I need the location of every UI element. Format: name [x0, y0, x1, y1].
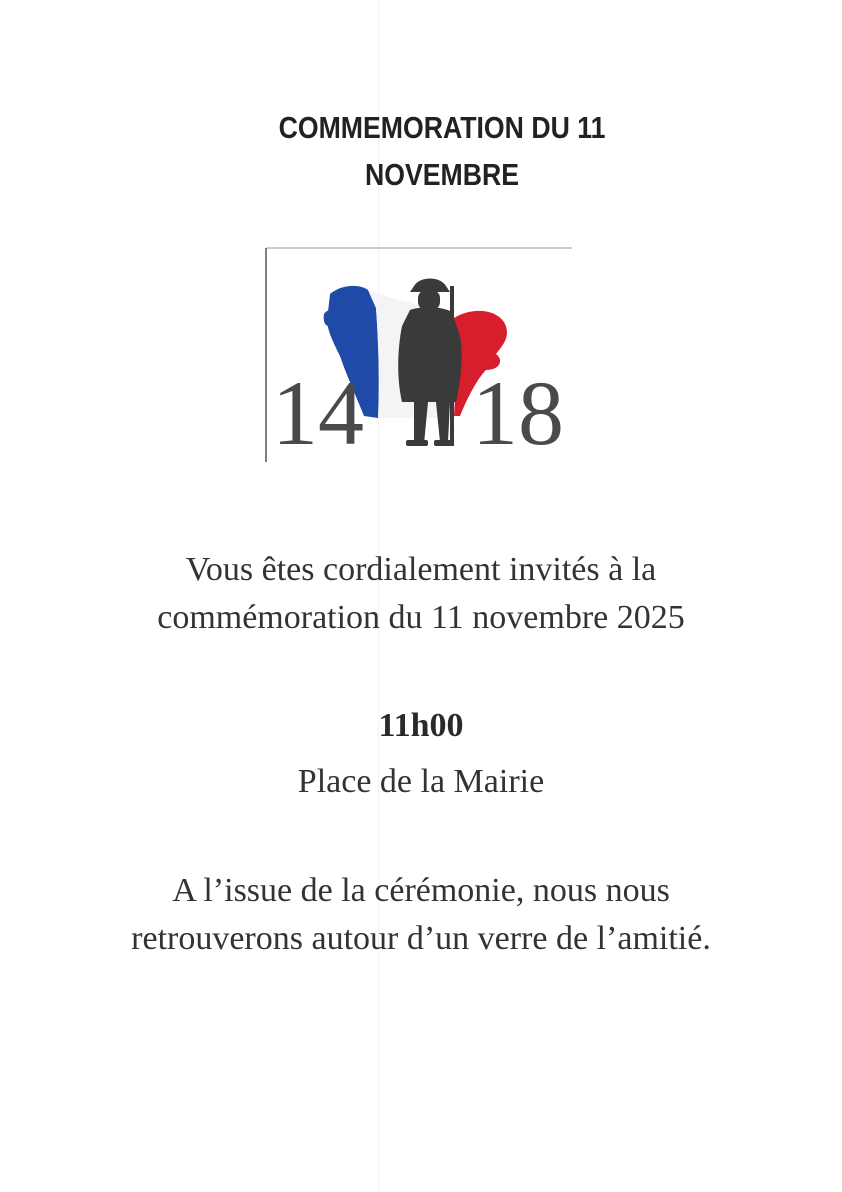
closing-line-1: A l’issue de la cérémonie, nous nous [172, 872, 670, 909]
invitation-text [0, 546, 842, 642]
title-line-1: COMMEMORATION DU 11 [278, 110, 606, 145]
page-title [62, 104, 822, 198]
event-place: Place de la Mairie [297, 763, 545, 800]
logo-year-left: 14 [272, 362, 364, 464]
ww1-commemoration-logo [264, 246, 574, 466]
logo-year-right: 18 [472, 362, 564, 464]
invitation-line-2: commémoration du 11 novembre 2025 [157, 599, 685, 636]
invitation-line-1: Vous êtes cordialement invités à la [185, 551, 657, 588]
flag-blue-ripple-icon [324, 310, 335, 326]
closing-text [0, 867, 842, 963]
closing-line-2: retrouverons autour d’un verre de l’amitié. [131, 920, 711, 957]
event-time: 11h00 [378, 707, 464, 744]
title-line-2: NOVEMBRE [364, 157, 520, 192]
